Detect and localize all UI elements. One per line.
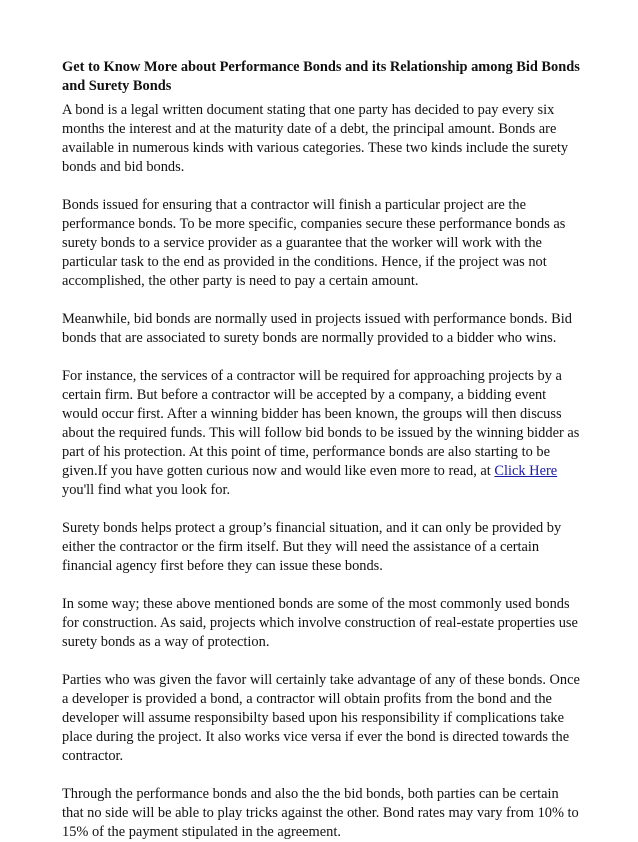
- paragraph-construction-bonds: In some way; these above mentioned bonds are some of the most commonly used bonds for construction. As said, projects which involve construction of real-estate properties use surety bonds as a way of protection.: [62, 596, 578, 650]
- click-here-link[interactable]: Click Here: [494, 463, 558, 479]
- paragraph-surety-bonds: Surety bonds helps protect a group’s financial situation, and it can only be provided by either the contractor or the firm itself. But they will need the assistance of a certain financial agency first before they can issue these bonds.: [62, 520, 562, 574]
- paragraph-bond-definition: A bond is a legal written document stating that one party has decided to pay every six months the interest and at the maturity date of a debt, the principal amount. Bonds are available in numerous kinds with various categories. These two kinds include the surety bonds and bid bonds.: [62, 102, 569, 175]
- paragraph-parties-favor: Parties who was given the favor will certainly take advantage of any of these bonds. Once a developer is provided a bond, a contractor will obtain profits from the bond and the developer will assume responsibilty based upon his responsibility if complications take place during the project. It also works vice versa if ever the bond is directed towards the contractor.: [62, 672, 580, 764]
- document-title: Get to Know More about Performance Bonds and its Relationship among Bid Bonds and Surety Bonds: [62, 59, 580, 94]
- paragraph-contractor-bidding: [62, 367, 582, 500]
- paragraph-bid-bonds: Meanwhile, bid bonds are normally used in projects issued with performance bonds. Bid bonds that are associated to surety bonds are normally provided to a bidder who wins.: [62, 311, 572, 346]
- paragraph-bond-rates: Through the performance bonds and also the the bid bonds, both parties can be certain that no side will be able to play tricks against the other. Bond rates may vary from 10% to 15% of the payment stipulated in the agreement.: [62, 786, 579, 840]
- document-page: [62, 48, 582, 842]
- paragraph-text-after-link: you'll find what you look for.: [62, 482, 231, 498]
- paragraph-performance-bonds: Bonds issued for ensuring that a contractor will finish a particular project are the performance bonds. To be more specific, companies secure these performance bonds as surety bonds to a service provider as a guarantee that the worker will work with the particular task to the end as provided in the conditions. Hence, if the project was not accomplished, the other party is need to pay a certain amount.: [62, 197, 566, 289]
- paragraph-text-before-link: For instance, the services of a contractor will be required for approaching projects by a certain firm. But before a contractor will be accepted by a company, a bidding event would occur first. After a winning bidder has been known, the groups will then discuss about the required funds. This will follow bid bonds to be issued by the winning bidder as part of his protection. At this point of time, performance bonds are also starting to be given.If you have gotten curious now and would like even more to read, at: [62, 368, 580, 479]
